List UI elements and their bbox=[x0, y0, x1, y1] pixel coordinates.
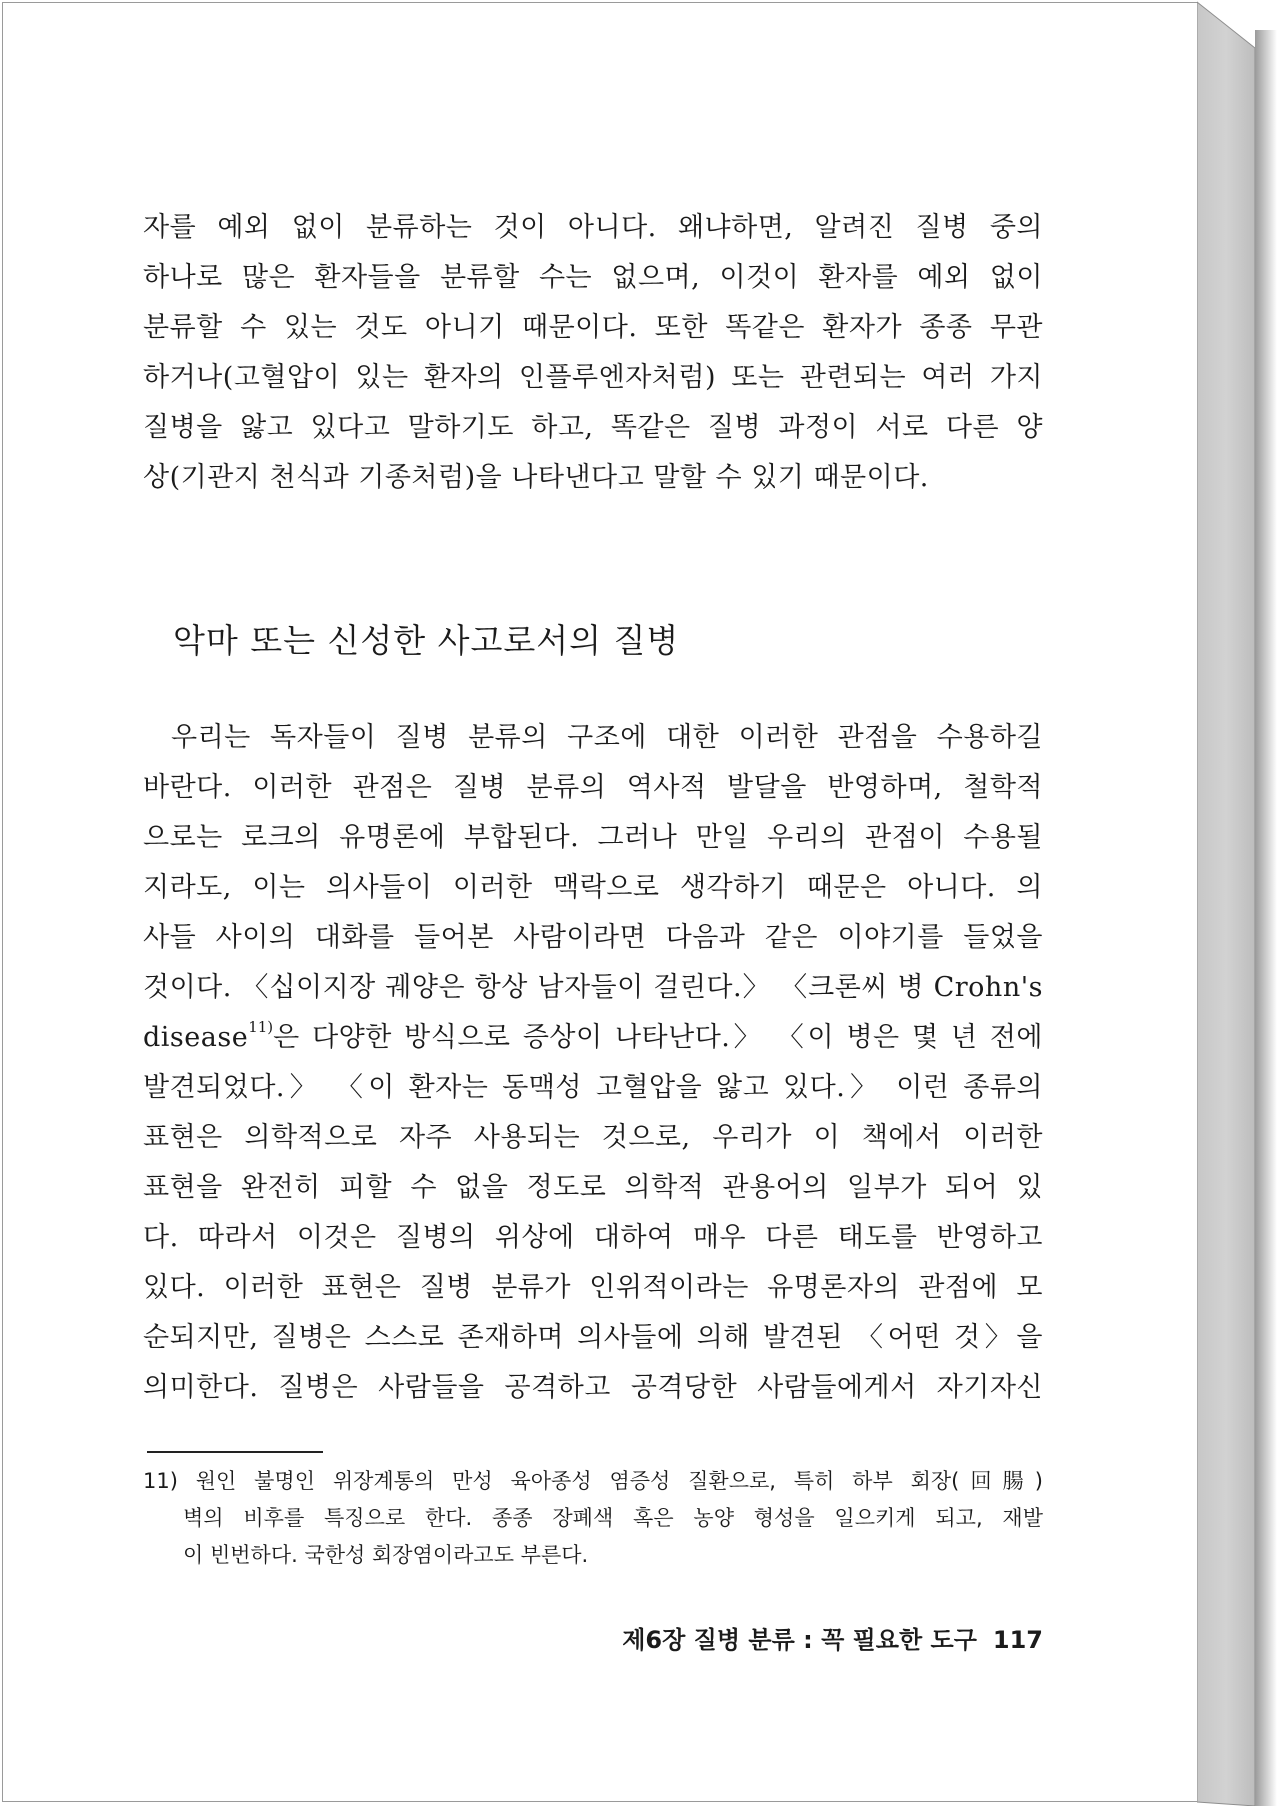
text-line: 표현을 완전히 피할 수 없을 정도로 의학적 관용어의 일부가 되어 있 bbox=[143, 1172, 1043, 1203]
text-line: 하나로 많은 환자들을 분류할 수는 없으며, 이것이 환자를 예외 없이 bbox=[143, 262, 1043, 293]
book-edge bbox=[1197, 0, 1255, 1806]
text-fragment: 은 다양한 방식으로 증상이 나타난다.〉 〈이 병은 몇 년 전에 bbox=[273, 1022, 1043, 1053]
page-number: 117 bbox=[992, 1626, 1043, 1654]
text-line: 의미한다. 질병은 사람들을 공격하고 공격당한 사람들에게서 자기자신 bbox=[143, 1372, 1043, 1403]
text-line: 발견되었다.〉 〈이 환자는 동맥성 고혈압을 앓고 있다.〉 이런 종류의 bbox=[143, 1072, 1043, 1103]
text-line: 하거나(고혈압이 있는 환자의 인플루엔자처럼) 또는 관련되는 여러 가지 bbox=[143, 362, 1043, 393]
book-shadow bbox=[1255, 10, 1277, 1806]
footnote-line: 이 빈번하다. 국한성 회장염이라고도 부른다. bbox=[183, 1543, 589, 1567]
text-line: 으로는 로크의 유명론에 부합된다. 그러나 만일 우리의 관점이 수용될 bbox=[143, 822, 1043, 853]
running-footer bbox=[143, 1620, 1043, 1655]
chapter-title: 제6장 질병 분류 : 꼭 필요한 도구 bbox=[622, 1626, 977, 1654]
text-line: 바란다. 이러한 관점은 질병 분류의 역사적 발달을 반영하며, 철학적 bbox=[143, 772, 1043, 803]
text-line: 질병을 앓고 있다고 말하기도 하고, 똑같은 질병 과정이 서로 다른 양 bbox=[143, 412, 1043, 443]
footnote-line: 11) 원인 불명인 위장계통의 만성 육아종성 염증성 질환으로, 특히 하부 회장(回腸) bbox=[143, 1469, 1043, 1493]
text-line: 사들 사이의 대화를 들어본 사람이라면 다음과 같은 이야기를 들었을 bbox=[143, 922, 1043, 953]
text-line: 지라도, 이는 의사들이 이러한 맥락으로 생각하기 때문은 아니다. 의 bbox=[143, 872, 1043, 903]
footnote-line: 벽의 비후를 특징으로 한다. 종종 장폐색 혹은 농양 형성을 일으키게 되고, 재발 bbox=[183, 1506, 1043, 1530]
text-line-with-footnote-ref bbox=[143, 1013, 1043, 1063]
text-line: 것이다. 〈십이지장 궤양은 항상 남자들이 걸린다.〉 〈크론씨 병 Crohn's bbox=[143, 972, 1043, 1003]
text-line: 우리는 독자들이 질병 분류의 구조에 대한 이러한 관점을 수용하길 bbox=[171, 722, 1043, 753]
paragraph-main bbox=[143, 713, 1043, 1413]
text-line: 다. 따라서 이것은 질병의 위상에 대하여 매우 다른 태도를 반영하고 bbox=[143, 1222, 1043, 1253]
text-line: 순되지만, 질병은 스스로 존재하며 의사들에 의해 발견된 〈어떤 것〉을 bbox=[143, 1322, 1043, 1353]
section-heading: 악마 또는 신성한 사고로서의 질병 bbox=[173, 621, 680, 660]
text-line: 표현은 의학적으로 자주 사용되는 것으로, 우리가 이 책에서 이러한 bbox=[143, 1122, 1043, 1153]
text-line: 분류할 수 있는 것도 아니기 때문이다. 또한 똑같은 환자가 종종 무관 bbox=[143, 312, 1043, 343]
text-line: 있다. 이러한 표현은 질병 분류가 인위적이라는 유명론자의 관점에 모 bbox=[143, 1272, 1043, 1303]
book-page bbox=[2, 2, 1198, 1802]
footnote-divider bbox=[147, 1451, 323, 1453]
text-fragment: disease bbox=[143, 1022, 249, 1053]
paragraph-continued bbox=[143, 203, 1043, 503]
footnote bbox=[143, 1463, 1043, 1574]
text-line: 상(기관지 천식과 기종처럼)을 나타낸다고 말할 수 있기 때문이다. bbox=[143, 462, 929, 493]
text-line: 자를 예외 없이 분류하는 것이 아니다. 왜냐하면, 알려진 질병 중의 bbox=[143, 212, 1043, 243]
footnote-reference: 11) bbox=[248, 1018, 274, 1036]
